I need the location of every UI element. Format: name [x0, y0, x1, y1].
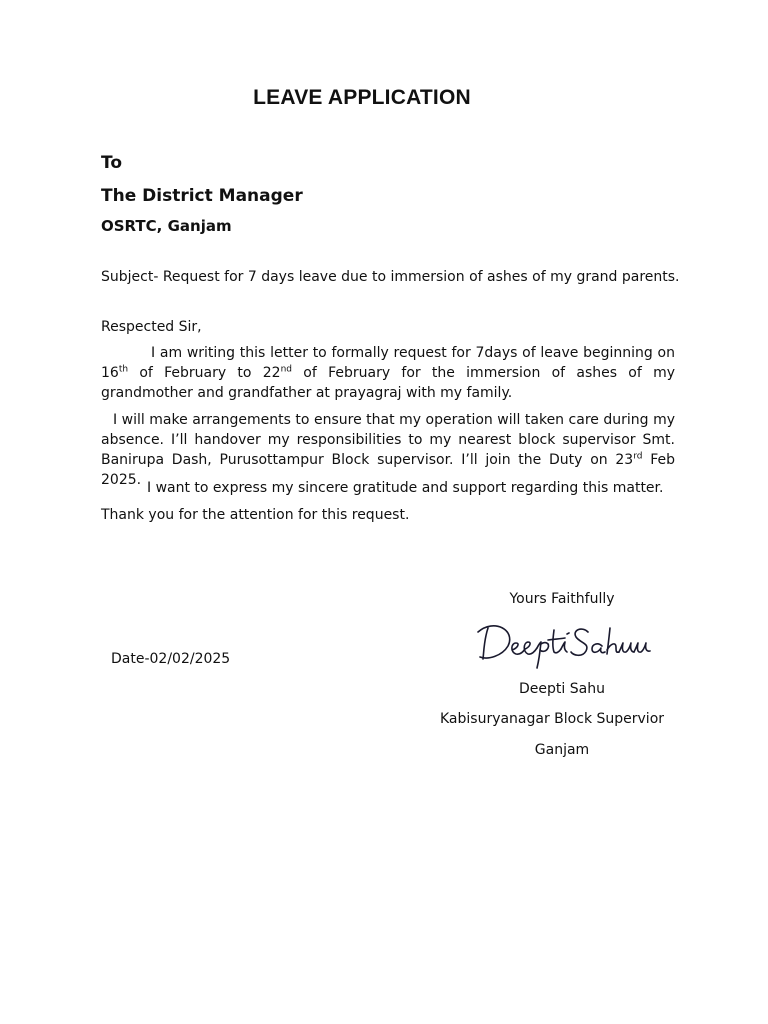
letter-date: Date-02/02/2025 [111, 651, 231, 667]
salutation: Respected Sir, [101, 319, 202, 335]
paragraph-text: of February for the immersion of ashes of my grandmother and grandfather at prayagraj with my family. [101, 365, 676, 401]
paragraph-text: Feb 2025. [101, 452, 675, 488]
closing-line: Yours Faithfully [509, 591, 615, 607]
recipient-name: The District Manager [101, 186, 303, 206]
handwritten-signature [474, 610, 664, 670]
paragraph-text: I am writing this letter to formally request for 7days of leave beginning on 16 [101, 345, 675, 381]
letter-title: LEAVE APPLICATION [253, 86, 471, 109]
paragraph-leave-request [101, 343, 675, 403]
recipient-organization: OSRTC, Ganjam [101, 217, 232, 235]
paragraph-gratitude: I want to express my sincere gratitude and support regarding this matter. [147, 480, 664, 496]
superscript: nd [280, 364, 293, 375]
sender-designation: Kabisuryanagar Block Supervior [439, 711, 665, 727]
to-line: To [101, 153, 123, 173]
signature-image [474, 610, 664, 670]
superscript: rd [633, 451, 643, 462]
sender-place: Ganjam [534, 742, 590, 758]
superscript: th [118, 364, 129, 375]
paragraph-text: of February to 22 [128, 365, 281, 381]
thanks-line: Thank you for the attention for this request. [101, 507, 410, 523]
paragraph-text: I will make arrangements to ensure that my operation will taken care during my absence. I’ll handover my responsibilities to my nearest block supervisor Smt. Banirupa Dash, Purusottampur Block supervisor. I’ll join the Duty on 23 [101, 412, 675, 468]
subject-line: Subject- Request for 7 days leave due to immersion of ashes of my grand parents. [101, 269, 680, 285]
sender-name: Deepti Sahu [519, 681, 605, 697]
